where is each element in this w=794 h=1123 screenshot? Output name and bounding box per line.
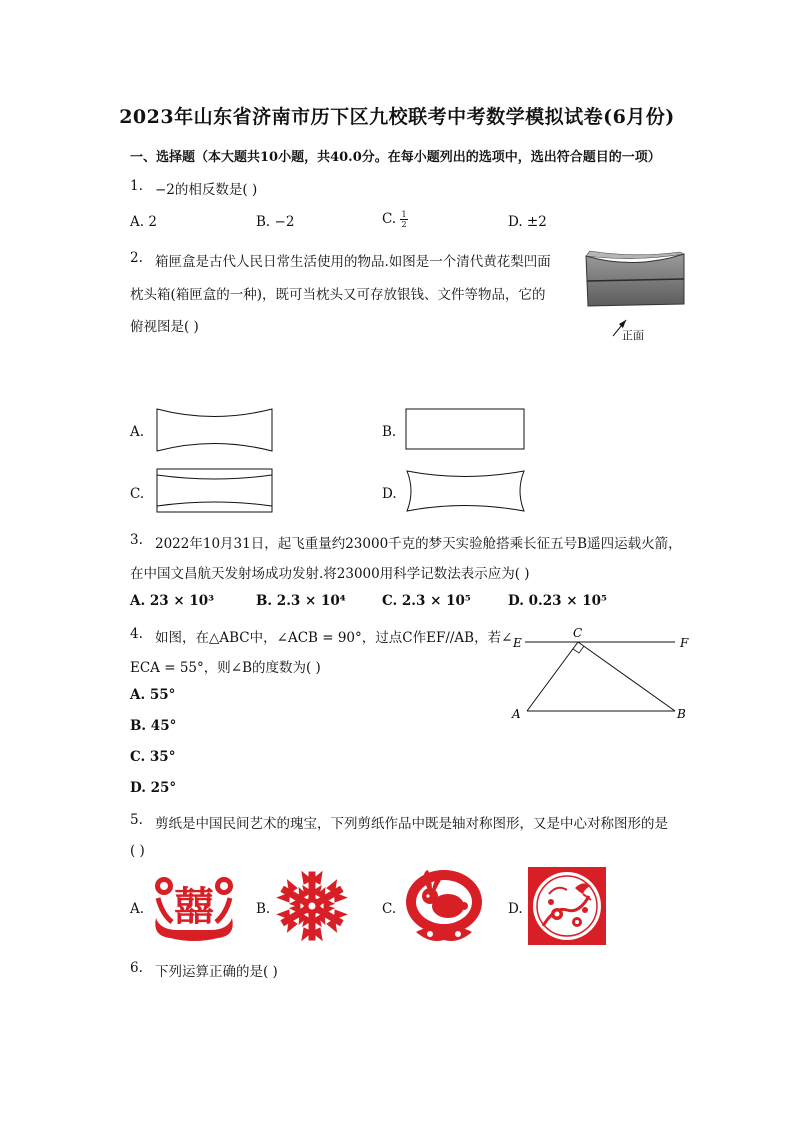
q3-option-b[interactable]: B. 2.3 × 10⁴ bbox=[256, 593, 346, 609]
papercut-double-happiness-icon[interactable] bbox=[150, 866, 238, 944]
pillow-box-photo bbox=[582, 248, 692, 343]
q5-line1: 剪纸是中国民间艺术的瑰宝，下列剪纸作品中既是轴对称图形，又是中心对称图形的是 bbox=[155, 816, 668, 832]
q1-option-c[interactable] bbox=[382, 210, 408, 229]
q4-number: 4. bbox=[130, 626, 143, 642]
label-c: C bbox=[573, 626, 583, 640]
q3-line2: 在中国文昌航天发射场成功发射.将23000用科学记数法表示应为( ) bbox=[130, 566, 530, 582]
q1-option-c-label: C. bbox=[382, 211, 397, 227]
q1-option-a[interactable]: A. 2 bbox=[130, 214, 157, 230]
q4-line1: 如图，在△ABC中，∠ACB = 90°，过点C作EF//AB，若∠ bbox=[155, 630, 513, 646]
q2-line2: 枕头箱(箱匣盒的一种)，既可当枕头又可存放银钱、文件等物品，它的 bbox=[130, 287, 546, 303]
page-title: 2023年山东省济南市历下区九校联考中考数学模拟试卷(6月份) bbox=[119, 106, 675, 128]
papercut-snowflake-icon[interactable] bbox=[274, 868, 350, 944]
q1-option-d[interactable]: D. ±2 bbox=[508, 214, 547, 230]
q2-number: 2. bbox=[130, 250, 143, 266]
q2-option-b[interactable]: B. bbox=[382, 424, 397, 440]
q5-option-d[interactable]: D. bbox=[508, 901, 523, 917]
q2-option-a[interactable]: A. bbox=[130, 424, 145, 440]
double-happiness-glyph: 囍 bbox=[174, 883, 214, 930]
papercut-rabbit-icon[interactable] bbox=[402, 866, 486, 944]
q2-option-b-figure[interactable] bbox=[404, 406, 526, 452]
q4-line2: ECA = 55°，则∠B的度数为( ) bbox=[130, 660, 321, 676]
front-label: 正面 bbox=[622, 329, 644, 342]
section-heading: 一、选择题（本大题共10小题，共40.0分。在每小题列出的选项中，选出符合题目的一项） bbox=[130, 150, 661, 165]
q6-number: 6. bbox=[130, 960, 143, 976]
q2-option-a-figure[interactable] bbox=[154, 406, 276, 456]
q5-option-a[interactable]: A. bbox=[130, 901, 145, 917]
q4-option-d[interactable]: D. 25° bbox=[130, 780, 177, 796]
q3-option-a[interactable]: A. 23 × 10³ bbox=[130, 593, 215, 609]
label-f: F bbox=[680, 636, 689, 650]
papercut-round-flower-bird-icon[interactable] bbox=[527, 866, 607, 946]
q3-option-d[interactable]: D. 0.23 × 10⁵ bbox=[508, 593, 607, 609]
q2-option-d-figure[interactable] bbox=[404, 466, 528, 516]
q2-line1: 箱匣盒是古代人民日常生活使用的物品.如图是一个清代黄花梨凹面 bbox=[155, 254, 551, 270]
q6-stem: 下列运算正确的是( ) bbox=[155, 964, 278, 980]
label-b: B bbox=[677, 707, 686, 721]
frac-num: 1 bbox=[401, 210, 407, 219]
q3-number: 3. bbox=[130, 532, 143, 548]
triangle-figure bbox=[505, 622, 705, 726]
q5-number: 5. bbox=[130, 812, 143, 828]
segment-ca bbox=[527, 642, 578, 711]
q2-line3: 俯视图是( ) bbox=[130, 319, 199, 335]
q4-option-c[interactable]: C. 35° bbox=[130, 749, 176, 765]
q2-option-c[interactable]: C. bbox=[130, 486, 145, 502]
q5-option-b[interactable]: B. bbox=[256, 901, 271, 917]
q3-option-c[interactable]: C. 2.3 × 10⁵ bbox=[382, 593, 471, 609]
segment-cb bbox=[578, 642, 675, 711]
q1-option-c-fraction bbox=[400, 210, 407, 229]
q1-option-b[interactable]: B. −2 bbox=[256, 214, 295, 230]
q5-line2: ( ) bbox=[130, 843, 145, 859]
q2-option-d[interactable]: D. bbox=[382, 486, 397, 502]
frac-den: 2 bbox=[401, 220, 407, 229]
q4-option-a[interactable]: A. 55° bbox=[130, 687, 176, 703]
q4-option-b[interactable]: B. 45° bbox=[130, 718, 177, 734]
q1-number: 1. bbox=[130, 178, 143, 194]
label-a: A bbox=[512, 707, 521, 721]
label-e: E bbox=[513, 636, 522, 650]
q1-stem: −2的相反数是( ) bbox=[155, 182, 258, 198]
q3-line1: 2022年10月31日，起飞重量约23000千克的梦天实验舱搭乘长征五号B遥四运载火箭， bbox=[155, 536, 682, 552]
q2-option-c-figure[interactable] bbox=[154, 466, 276, 516]
q5-option-c[interactable]: C. bbox=[382, 901, 397, 917]
